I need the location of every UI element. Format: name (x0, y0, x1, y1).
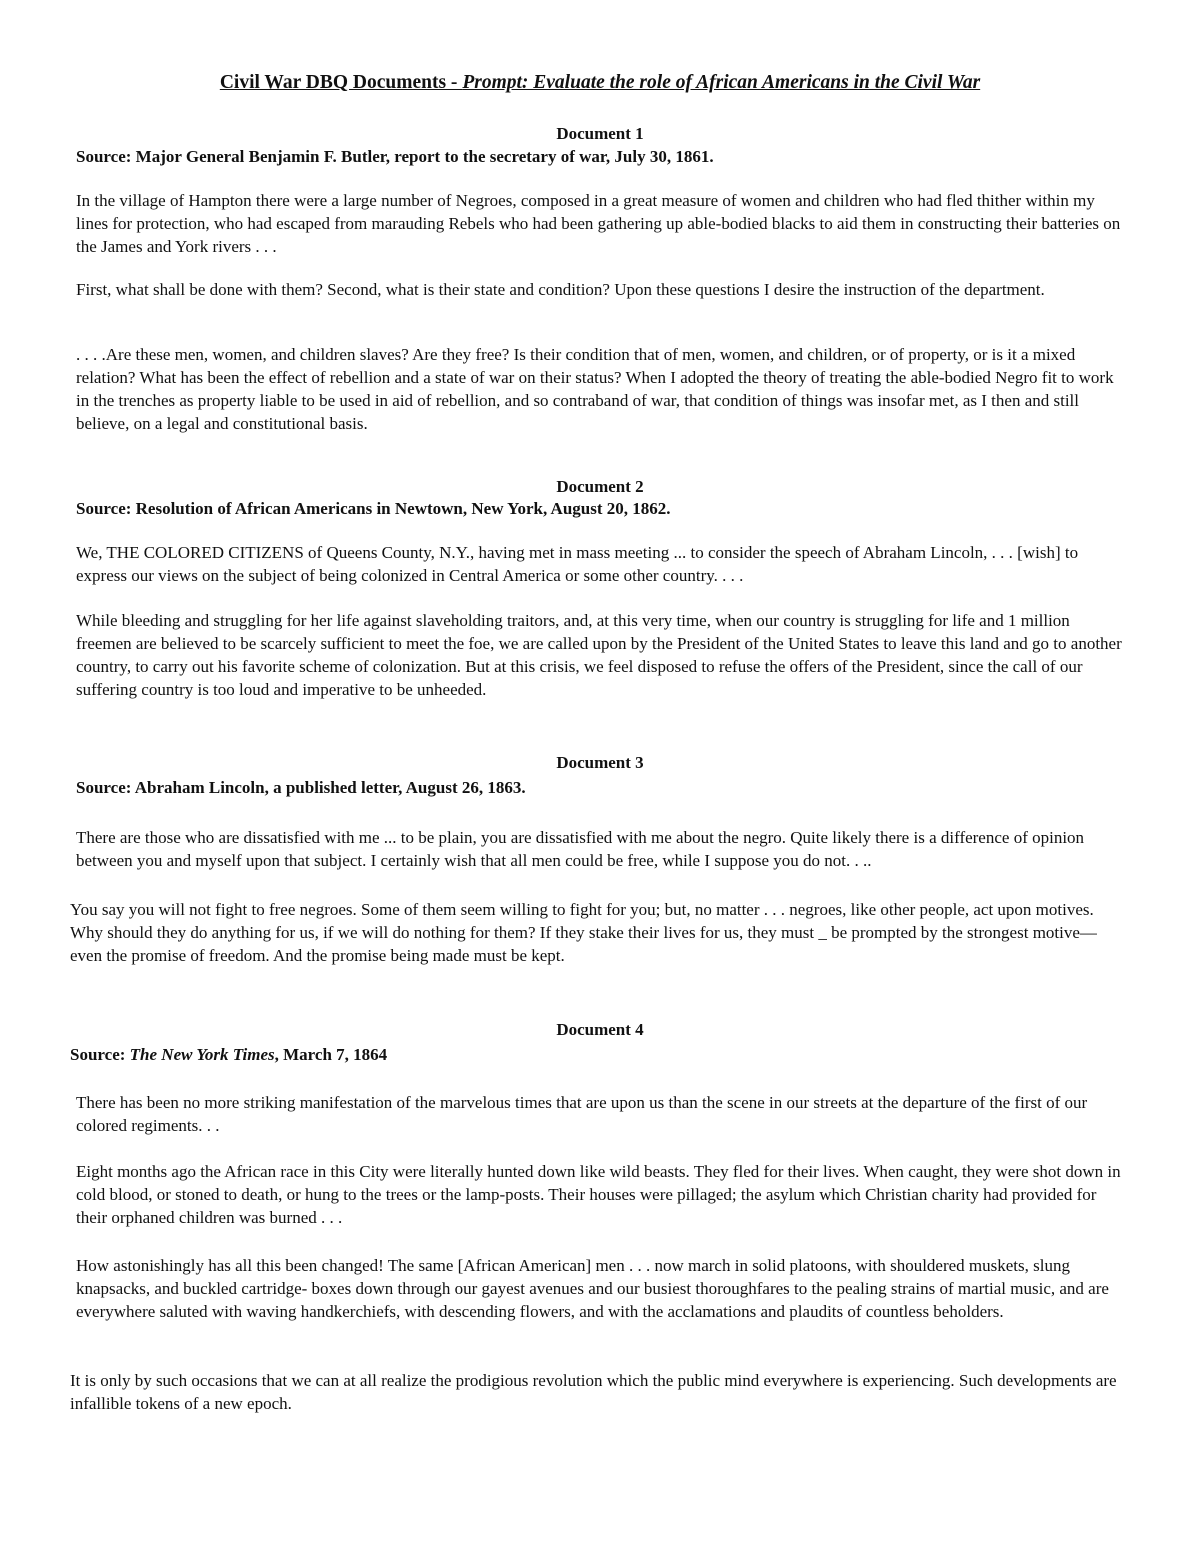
document-2-paragraph: We, THE COLORED CITIZENS of Queens County, N.Y., having met in mass meeting ... to consider the speech of Abraham Lincoln, . . . [wish] to express our views on the subject of being colonized in Central America or some other country. . . . (76, 543, 1079, 585)
document-4-source-publication: The New York Times (129, 1045, 275, 1064)
document-4-paragraph: Eight months ago the African race in this City were literally hunted down like wild beasts. They fled for their lives. When caught, they were shot down in cold blood, or stoned to death, or hung to the trees or the lamp-posts. Their houses were pillaged; the asylum which Christian charity had provided for their orphaned children was burned . . . (76, 1162, 1121, 1227)
document-1-source: Source: Major General Benjamin F. Butler, report to the secretary of war, July 30, 1861. (76, 147, 714, 166)
document-1-paragraph: First, what shall be done with them? Second, what is their state and condition? Upon these questions I desire the instruction of the department. (76, 280, 1045, 299)
title-main: Civil War DBQ Documents - (219, 72, 463, 93)
document-4-source (70, 1045, 387, 1065)
document-4-source-prefix: Source: (70, 1045, 130, 1064)
document-1-paragraph: . . . .Are these men, women, and children slaves? Are they free? Is their condition that of men, women, and children, or of property, or is it a mixed relation? What has been the effect of rebellion and a state of war on their status? When I adopted the theory of treating the able-bodied Negro fit to work in the trenches as property liable to be used in aid of rebellion, and so contraband of war, that condition of things was insofar met, as I then and still believe, on a legal and constitutional basis. (76, 345, 1114, 433)
title-prompt: Prompt: Evaluate the role of African Americans in the Civil War (462, 72, 981, 93)
document-2-heading: Document 2 (556, 477, 644, 496)
document-4-heading: Document 4 (556, 1020, 644, 1039)
document-3-paragraph: You say you will not fight to free negroes. Some of them seem willing to fight for you; but, no matter . . . negroes, like other people, act upon motives. Why should they do anything for us, if we will do nothing for them? If they stake their lives for us, they must _ be prompted by the strongest motive—even the promise of freedom. And the promise being made must be kept. (70, 900, 1097, 965)
document-3-source: Source: Abraham Lincoln, a published letter, August 26, 1863. (76, 778, 526, 797)
document-1-heading: Document 1 (556, 124, 644, 143)
document-3-heading: Document 3 (556, 753, 644, 772)
document-4-paragraph: It is only by such occasions that we can at all realize the prodigious revolution which the public mind everywhere is experiencing. Such developments are infallible tokens of a new epoch. (70, 1371, 1117, 1413)
page-title (0, 72, 1200, 94)
document-3-paragraph: There are those who are dissatisfied with me ... to be plain, you are dissatisfied with me about the negro. Quite likely there is a difference of opinion between you and myself upon that subject. I certainly wish that all men could be free, while I suppose you do not. . .. (76, 828, 1085, 870)
document-2-source: Source: Resolution of African Americans in Newtown, New York, August 20, 1862. (76, 499, 671, 518)
document-1-paragraph: In the village of Hampton there were a large number of Negroes, composed in a great measure of women and children who had fled thither within my lines for protection, who had escaped from marauding Rebels who had been gathering up able-bodied blacks to aid them in constructing their batteries on the James and York rivers . . . (76, 191, 1121, 256)
document-4-source-date: , March 7, 1864 (274, 1045, 388, 1064)
document-4-paragraph: How astonishingly has all this been changed! The same [African American] men . . . now march in solid platoons, with shouldered muskets, slung knapsacks, and buckled cartridge- boxes down through our gayest avenues and our busiest thoroughfares to the pealing strains of martial music, and are everywhere saluted with waving handkerchiefs, with descending flowers, and with the acclamations and plaudits of countless beholders. (76, 1256, 1109, 1321)
document-4-paragraph: There has been no more striking manifestation of the marvelous times that are upon us than the scene in our streets at the departure of the first of our colored regiments. . . (76, 1093, 1088, 1135)
document-2-paragraph: While bleeding and struggling for her life against slaveholding traitors, and, at this very time, when our country is struggling for life and 1 million freemen are believed to be scarcely sufficient to meet the foe, we are called upon by the President of the United States to leave this land and go to another country, to carry out his favorite scheme of colonization. But at this crisis, we feel disposed to refuse the offers of the President, since the call of our suffering country is too loud and imperative to be unheeded. (76, 611, 1122, 699)
